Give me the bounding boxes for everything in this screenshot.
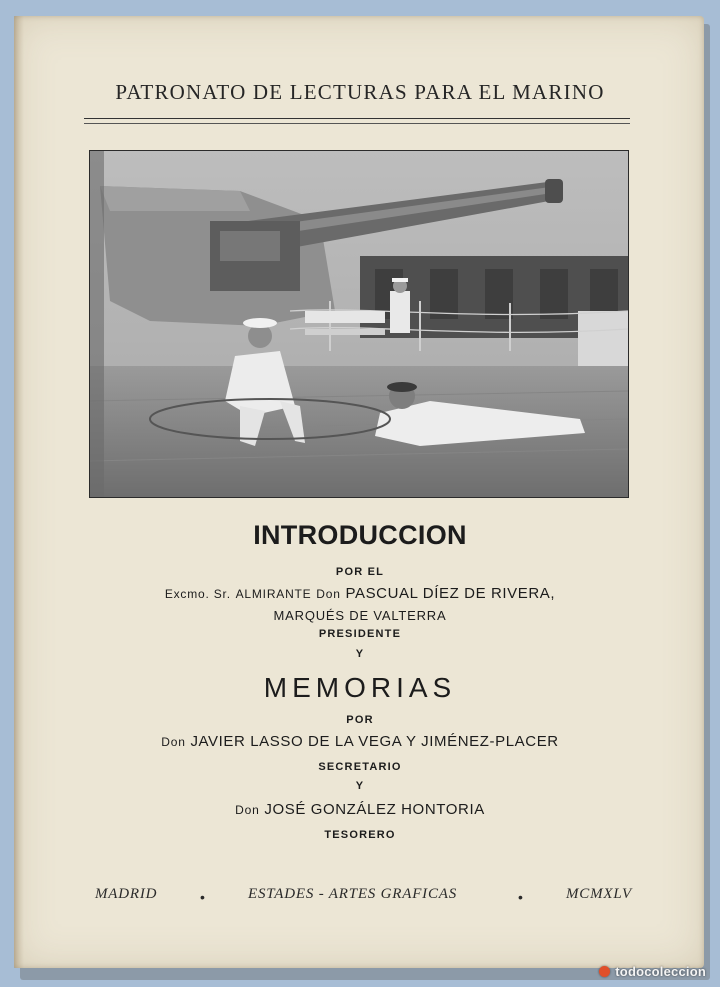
cover-photo <box>89 150 629 498</box>
site-watermark <box>599 964 706 979</box>
author3-name: JOSÉ GONZÁLEZ HONTORIA <box>264 801 485 818</box>
imprint-city: MADRID <box>95 886 158 902</box>
author1-prefix: Excmo. Sr. <box>164 587 231 601</box>
book-spine-edge <box>14 16 24 968</box>
watermark-text: todocoleccion <box>615 964 706 979</box>
author1-title: MARQUÉS DE VALTERRA <box>273 608 447 623</box>
author2-line <box>0 733 720 750</box>
title-rule-thin <box>84 123 630 124</box>
introduction-heading: INTRODUCCION <box>253 520 467 550</box>
memorias-heading: MEMORIAS <box>263 672 457 703</box>
author3-role: TESORERO <box>324 829 396 841</box>
author2-name: JAVIER LASSO DE LA VEGA Y JIMÉNEZ-PLACER <box>190 733 559 750</box>
author3-line <box>0 801 720 818</box>
conjunction-2: Y <box>355 780 365 792</box>
series-title: PATRONATO DE LECTURAS PARA EL MARINO <box>115 80 605 104</box>
author1-rank: ALMIRANTE <box>235 587 312 601</box>
author3-don: Don <box>235 803 260 817</box>
imprint-separator-1: • <box>200 889 205 905</box>
watermark-logo-icon <box>599 966 610 977</box>
author1-role: PRESIDENTE <box>318 628 402 640</box>
imprint-publisher: ESTADES - ARTES GRAFICAS <box>248 886 458 902</box>
title-rule-thick <box>84 118 630 119</box>
author1-name: PASCUAL DÍEZ DE RIVERA, <box>345 585 556 602</box>
por-label: POR <box>346 714 374 726</box>
author1-line <box>0 585 720 602</box>
author2-don: Don <box>161 735 186 749</box>
author2-role: SECRETARIO <box>318 761 402 773</box>
author1-don: Don <box>316 587 341 601</box>
imprint-separator-2: • <box>518 889 523 905</box>
por-el-label: POR EL <box>335 566 385 578</box>
conjunction-1: Y <box>355 648 365 660</box>
imprint-year: MCMXLV <box>566 886 632 902</box>
